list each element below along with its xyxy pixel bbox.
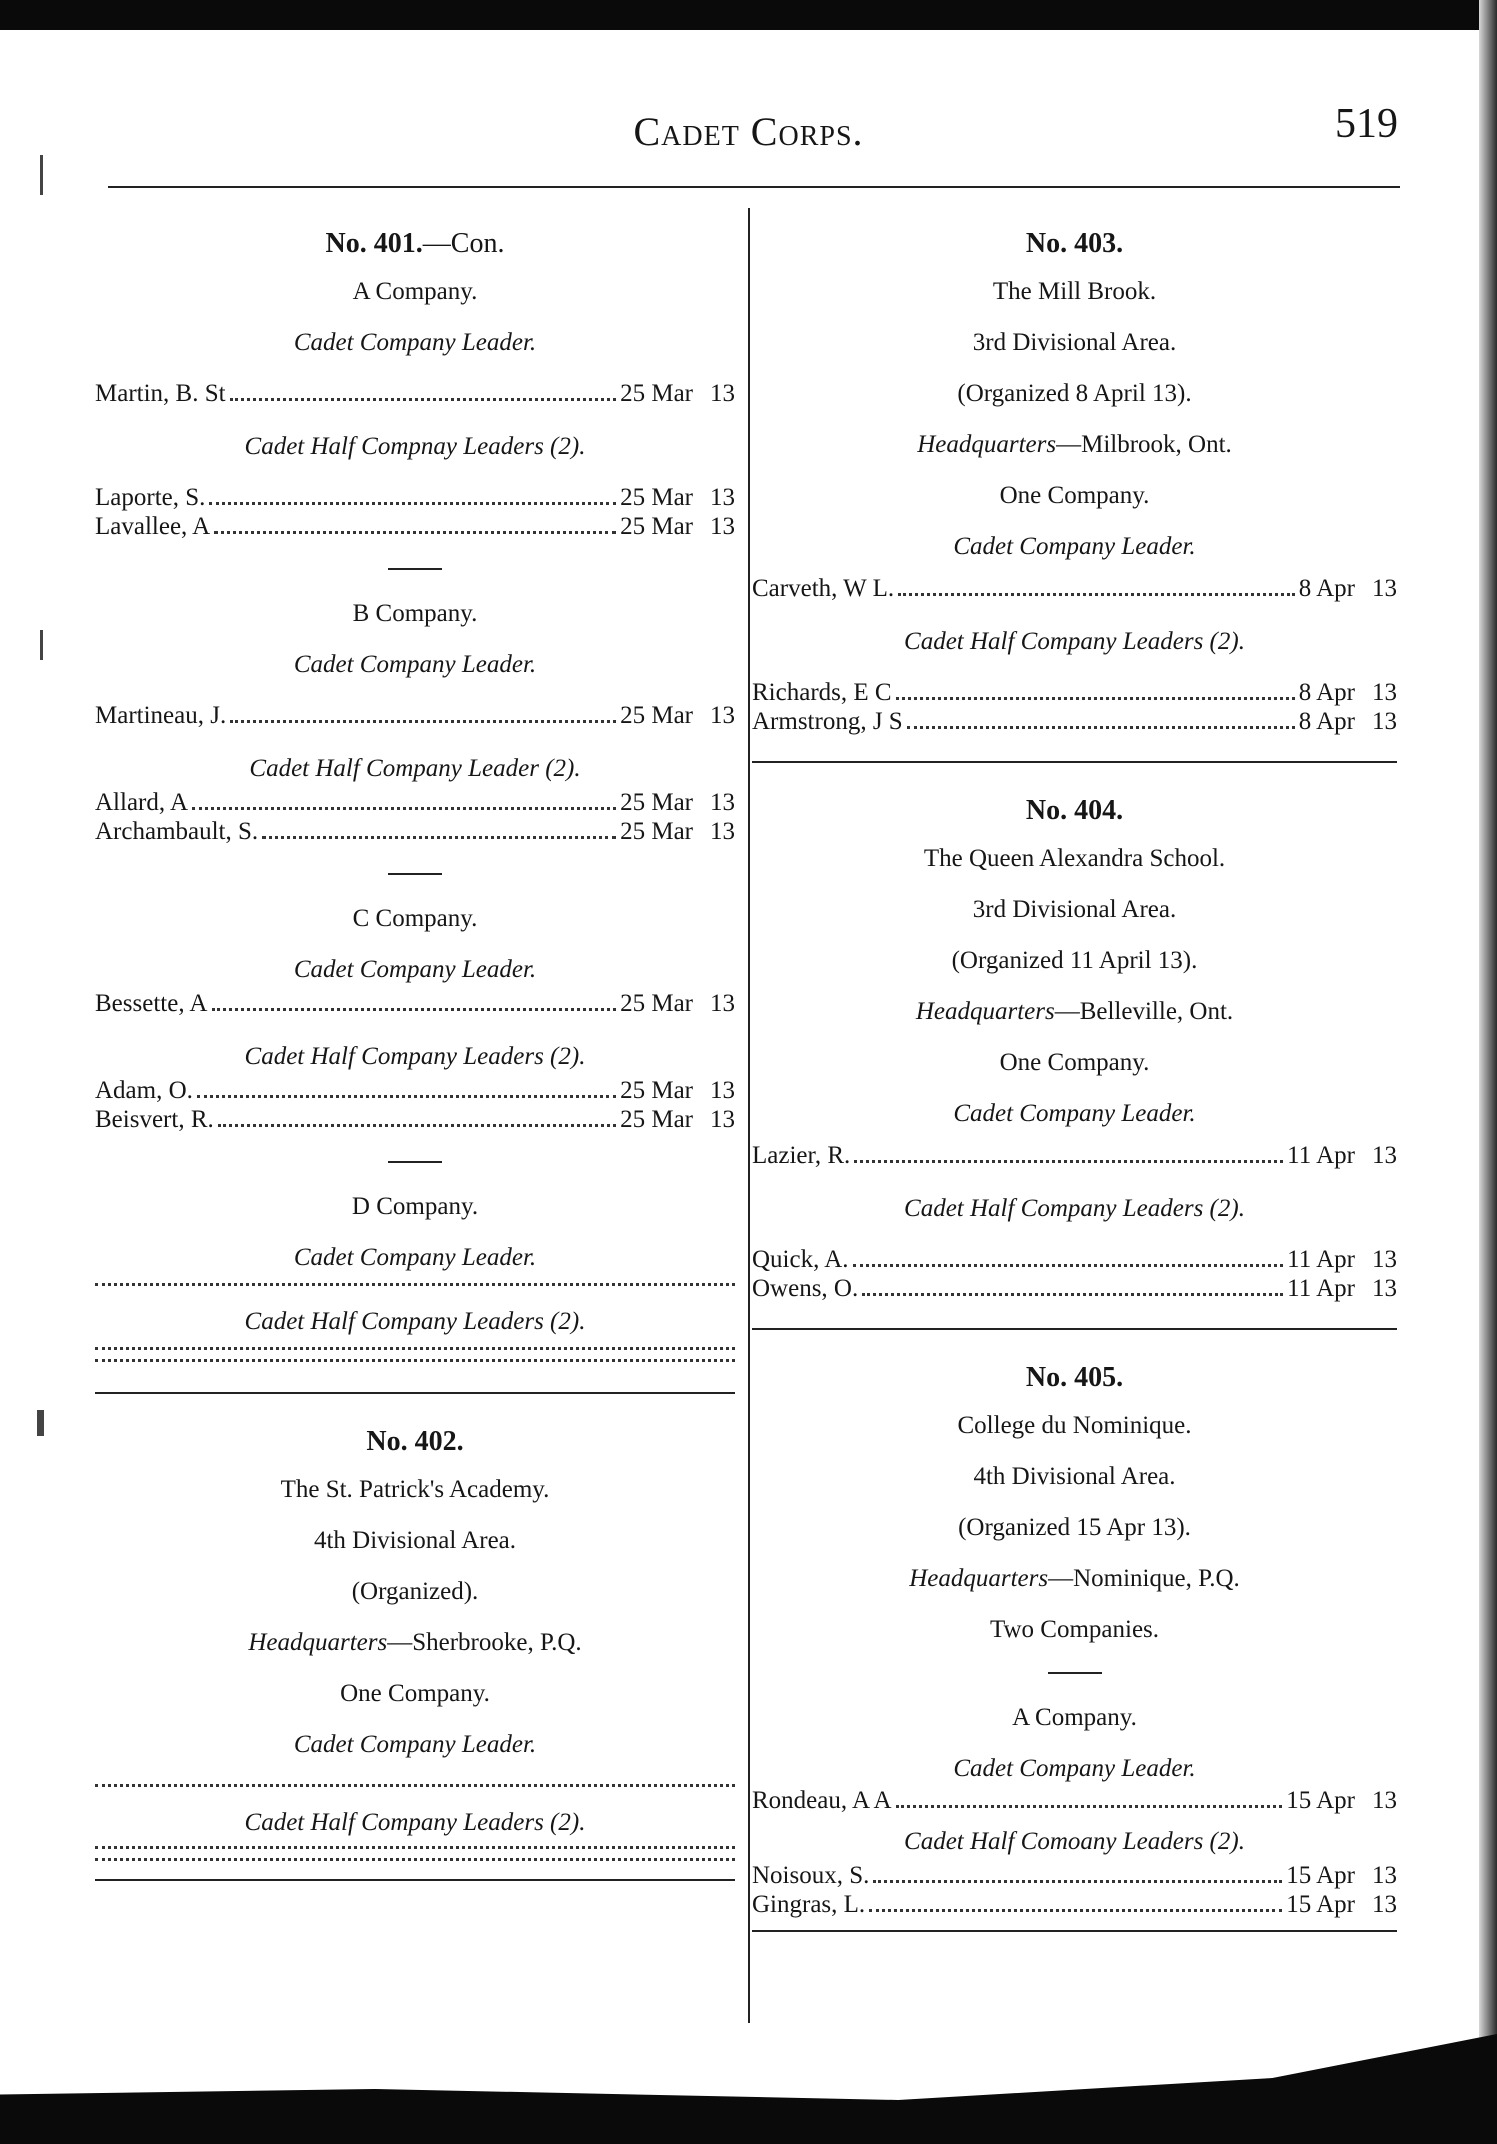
leader-label: Cadet Company Leader. xyxy=(293,1731,537,1758)
roster-entry xyxy=(752,708,1397,735)
company-count: One Company. xyxy=(999,1049,1150,1076)
half-leaders-label: Cadet Half Company Leaders (2). xyxy=(244,1043,586,1070)
blank-entry-line xyxy=(95,1781,735,1787)
leader-dots xyxy=(212,1008,617,1011)
leader-dots xyxy=(862,1293,1283,1296)
half-leaders-label: Cadet Half Company Leaders (2). xyxy=(904,628,1245,655)
roster-entry xyxy=(95,789,735,816)
blank-entry-line xyxy=(95,1356,735,1362)
entry-name: Carveth, W L. xyxy=(752,575,895,602)
roster-entry xyxy=(95,380,735,407)
scan-bottom-edge xyxy=(0,2034,1497,2144)
margin-mark xyxy=(40,155,43,195)
entry-name: Rondeau, A A xyxy=(752,1787,892,1814)
margin-mark xyxy=(37,1410,44,1436)
leader-dots xyxy=(230,398,617,401)
blank-entry-line xyxy=(95,1280,735,1286)
page-number: 519 xyxy=(1335,101,1398,147)
section-separator xyxy=(388,873,442,875)
entry-date: 25 Mar xyxy=(620,1077,693,1104)
organized-date: (Organized 8 April 13). xyxy=(957,380,1192,407)
leader-label: Cadet Company Leader. xyxy=(293,651,537,678)
left-column xyxy=(95,230,735,1915)
section-rule xyxy=(752,1930,1397,1932)
roster-entry xyxy=(752,679,1397,706)
corps-405 xyxy=(752,1364,1397,1932)
scan-right-edge xyxy=(1479,0,1497,2144)
company-title: B Company. xyxy=(352,600,478,627)
half-leaders-label: Cadet Half Company Leader (2). xyxy=(249,755,581,782)
entry-date: 25 Mar xyxy=(620,484,693,511)
entry-name: Richards, E C xyxy=(752,679,892,706)
corps-402 xyxy=(95,1428,735,1881)
divisional-area: 3rd Divisional Area. xyxy=(972,896,1177,923)
entry-date: 25 Mar xyxy=(620,789,693,816)
entry-year: 13 xyxy=(1372,679,1397,706)
entry-date: 25 Mar xyxy=(620,990,693,1017)
entry-name: Armstrong, J S xyxy=(752,708,903,735)
company-count: One Company. xyxy=(340,1680,490,1707)
headquarters: Headquarters—Sherbrooke, P.Q. xyxy=(248,1629,582,1656)
leader-dots xyxy=(218,1124,616,1127)
blank-entry-line xyxy=(95,1855,735,1861)
entry-name: Beisvert, R. xyxy=(95,1106,214,1133)
entry-date: 11 Apr xyxy=(1287,1142,1355,1169)
entry-year: 13 xyxy=(1372,1787,1397,1814)
half-leaders-label: Cadet Half Comoany Leaders (2). xyxy=(904,1828,1245,1855)
corps-401-continued xyxy=(95,230,735,1362)
entry-date: 15 Apr xyxy=(1286,1862,1355,1889)
roster-entry xyxy=(752,1891,1397,1918)
divisional-area: 3rd Divisional Area. xyxy=(972,329,1177,356)
entry-date: 11 Apr xyxy=(1287,1275,1355,1302)
entry-date: 8 Apr xyxy=(1298,679,1355,706)
roster-entry xyxy=(752,1787,1397,1814)
half-leaders-label: Cadet Half Company Leaders (2). xyxy=(244,1809,586,1836)
leader-label: Cadet Company Leader. xyxy=(953,1755,1196,1782)
header-rule xyxy=(108,186,1400,188)
corps-name: The St. Patrick's Academy. xyxy=(280,1476,550,1503)
entry-date: 25 Mar xyxy=(620,380,693,407)
corps-heading: No. 401.—Con. xyxy=(325,228,505,259)
entry-year: 13 xyxy=(1372,1246,1397,1273)
corps-name: The Mill Brook. xyxy=(992,278,1157,305)
company-title: D Company. xyxy=(351,1193,479,1220)
leader-label: Cadet Company Leader. xyxy=(953,533,1196,560)
headquarters: Headquarters—Milbrook, Ont. xyxy=(917,431,1232,458)
entry-name: Gingras, L. xyxy=(752,1891,866,1918)
section-separator xyxy=(388,568,442,570)
entry-name: Bessette, A xyxy=(95,990,208,1017)
entry-year: 13 xyxy=(1372,575,1397,602)
entry-year: 13 xyxy=(710,818,735,845)
entry-date: 15 Apr xyxy=(1286,1891,1355,1918)
section-rule xyxy=(752,761,1397,763)
half-leaders-label: Cadet Half Company Leaders (2). xyxy=(904,1195,1245,1222)
leader-dots xyxy=(898,593,1295,596)
roster-entry xyxy=(95,513,735,540)
roster-entry xyxy=(752,1275,1397,1302)
leader-label: Cadet Company Leader. xyxy=(293,956,537,983)
right-column xyxy=(752,230,1397,1966)
corps-name: The Queen Alexandra School. xyxy=(923,845,1226,872)
headquarters: Headquarters—Nominique, P.Q. xyxy=(909,1565,1240,1592)
leader-dots xyxy=(907,726,1295,729)
blank-entry-line xyxy=(95,1843,735,1849)
section-separator xyxy=(388,1161,442,1163)
blank-entry-line xyxy=(95,1344,735,1350)
leader-dots xyxy=(896,1805,1283,1808)
entry-year: 13 xyxy=(1372,1862,1397,1889)
entry-year: 13 xyxy=(1372,708,1397,735)
headquarters: Headquarters—Belleville, Ont. xyxy=(915,998,1234,1025)
leader-dots xyxy=(192,807,616,810)
roster-entry xyxy=(95,702,735,729)
entry-name: Martin, B. St xyxy=(95,380,226,407)
entry-name: Martineau, J. xyxy=(95,702,227,729)
entry-year: 13 xyxy=(710,513,735,540)
entry-date: 25 Mar xyxy=(620,513,693,540)
entry-name: Owens, O. xyxy=(752,1275,859,1302)
corps-heading: No. 405. xyxy=(1025,1362,1124,1393)
entry-year: 13 xyxy=(710,990,735,1017)
leader-label: Cadet Company Leader. xyxy=(293,1244,537,1271)
leader-label: Cadet Company Leader. xyxy=(953,1100,1196,1127)
leader-dots xyxy=(869,1909,1282,1912)
entry-date: 25 Mar xyxy=(620,1106,693,1133)
entry-name: Adam, O. xyxy=(95,1077,193,1104)
roster-entry xyxy=(752,1862,1397,1889)
entry-year: 13 xyxy=(710,380,735,407)
entry-name: Lazier, R. xyxy=(752,1142,851,1169)
divisional-area: 4th Divisional Area. xyxy=(973,1463,1176,1490)
entry-date: 8 Apr xyxy=(1298,708,1355,735)
section-separator xyxy=(1048,1672,1102,1674)
company-count: Two Companies. xyxy=(989,1616,1160,1643)
organized-date: (Organized 15 Apr 13). xyxy=(958,1514,1191,1541)
leader-dots xyxy=(214,531,616,534)
company-title: A Company. xyxy=(1012,1704,1137,1731)
entry-name: Quick, A. xyxy=(752,1246,849,1273)
corps-heading: No. 402. xyxy=(366,1426,464,1457)
leader-dots xyxy=(262,836,616,839)
roster-entry xyxy=(752,1246,1397,1273)
entry-date: 8 Apr xyxy=(1298,575,1355,602)
corps-name: College du Nominique. xyxy=(957,1412,1192,1439)
organized-date: (Organized 11 April 13). xyxy=(951,947,1198,974)
entry-name: Noisoux, S. xyxy=(752,1862,870,1889)
entry-date: 25 Mar xyxy=(620,818,693,845)
entry-date: 11 Apr xyxy=(1287,1246,1355,1273)
entry-year: 13 xyxy=(710,702,735,729)
roster-entry xyxy=(95,1077,735,1104)
company-count: One Company. xyxy=(999,482,1150,509)
leader-dots xyxy=(873,1880,1282,1883)
entry-name: Laporte, S. xyxy=(95,484,206,511)
entry-year: 13 xyxy=(1372,1142,1397,1169)
company-title: C Company. xyxy=(352,905,478,932)
scan-top-edge xyxy=(0,0,1497,30)
entry-year: 13 xyxy=(710,789,735,816)
organized-date: (Organized). xyxy=(351,1578,479,1605)
leader-dots xyxy=(853,1264,1284,1267)
roster-entry xyxy=(752,1142,1397,1169)
section-rule xyxy=(752,1328,1397,1330)
company-title: A Company. xyxy=(352,278,478,305)
column-divider xyxy=(748,208,750,2023)
section-rule xyxy=(95,1879,735,1881)
roster-entry xyxy=(752,575,1397,602)
entry-year: 13 xyxy=(710,484,735,511)
divisional-area: 4th Divisional Area. xyxy=(313,1527,517,1554)
roster-entry xyxy=(95,818,735,845)
entry-date: 15 Apr xyxy=(1286,1787,1355,1814)
entry-year: 13 xyxy=(710,1077,735,1104)
entry-year: 13 xyxy=(1372,1891,1397,1918)
margin-mark xyxy=(40,630,43,660)
entry-name: Archambault, S. xyxy=(95,818,259,845)
roster-entry xyxy=(95,990,735,1017)
leader-label: Cadet Company Leader. xyxy=(293,329,537,356)
corps-heading: No. 403. xyxy=(1025,228,1124,259)
entry-date: 25 Mar xyxy=(620,702,693,729)
leader-dots xyxy=(197,1095,616,1098)
leader-dots xyxy=(896,697,1295,700)
corps-404 xyxy=(752,797,1397,1302)
entry-name: Lavallee, A xyxy=(95,513,211,540)
leader-dots xyxy=(209,502,616,505)
corps-heading: No. 404. xyxy=(1025,795,1124,826)
half-leaders-label: Cadet Half Company Leaders (2). xyxy=(244,1308,586,1335)
roster-entry xyxy=(95,484,735,511)
entry-name: Allard, A xyxy=(95,789,189,816)
entry-year: 13 xyxy=(1372,1275,1397,1302)
leader-dots xyxy=(230,720,616,723)
entry-year: 13 xyxy=(710,1106,735,1133)
page-title: Cadet Corps. xyxy=(633,109,864,154)
corps-403 xyxy=(752,230,1397,735)
section-rule xyxy=(95,1392,735,1394)
leader-dots xyxy=(854,1160,1283,1163)
roster-entry xyxy=(95,1106,735,1133)
half-leaders-label: Cadet Half Compnay Leaders (2). xyxy=(244,433,586,460)
